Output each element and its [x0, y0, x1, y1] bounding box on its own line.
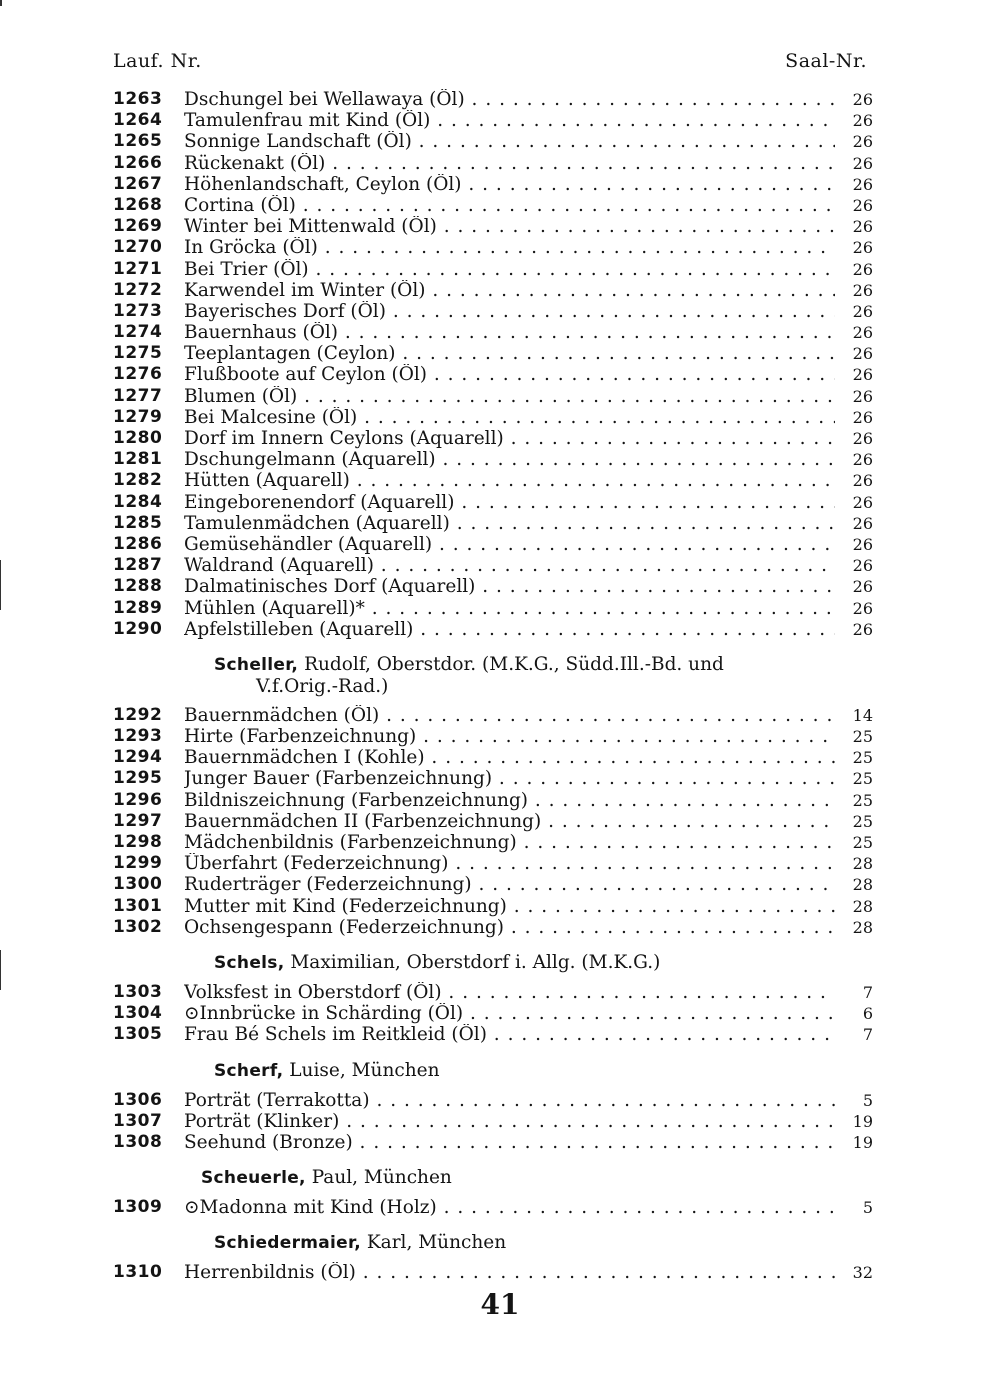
catalog-entry: [113, 174, 873, 195]
entry-title: Mädchenbildnis (Farbenzeichnung) . . .: [184, 832, 835, 853]
entry-number: 1270: [113, 237, 163, 258]
entry-title: Frau Bé Schels im Reitkleid (Öl) . . .: [184, 1024, 835, 1045]
entry-group-b: [113, 705, 873, 938]
entry-title: Dalmatinisches Dorf (Aquarell) . . .: [184, 576, 835, 597]
entry-number: 1282: [113, 470, 163, 491]
artist-detail: Rudolf, Oberstdor. (M.K.G., Südd.Ill.-Bd. und: [304, 653, 724, 675]
entry-number: 1302: [113, 916, 163, 937]
catalog-entry: [113, 386, 873, 407]
entry-title: Sonnige Landschaft (Öl) . . .: [184, 131, 835, 152]
entry-saal-number: 26: [852, 619, 873, 639]
entry-title: Teeplantagen (Ceylon) . . .: [184, 343, 835, 364]
entry-title: ⊙Madonna mit Kind (Holz) . . .: [184, 1197, 835, 1218]
catalog-entry: [113, 89, 873, 110]
entry-number: 1285: [113, 512, 163, 533]
entry-number: 1292: [113, 704, 163, 725]
entry-saal-number: 26: [852, 323, 873, 343]
entry-saal-number: 25: [852, 790, 873, 810]
entry-saal-number: 7: [862, 982, 873, 1002]
entry-title: Dschungelmann (Aquarell) . . .: [184, 449, 835, 470]
catalog-entry: [113, 598, 873, 619]
entry-number: 1304: [113, 1003, 163, 1024]
entry-number: 1293: [113, 726, 163, 747]
entry-number: 1297: [113, 810, 163, 831]
catalog-entry: [113, 1024, 873, 1045]
entry-saal-number: 26: [852, 195, 873, 215]
entry-title: Junger Bauer (Farbenzeichnung) . . .: [184, 768, 835, 789]
entry-number: 1294: [113, 747, 163, 768]
catalog-entry: [113, 705, 873, 726]
entry-number: 1265: [113, 131, 163, 152]
catalog-entry: [113, 110, 873, 131]
catalog-entry: [113, 832, 873, 853]
entry-title: Bauernmädchen (Öl) . . .: [184, 705, 835, 726]
catalog-entry: [113, 153, 873, 174]
entry-number: 1279: [113, 406, 163, 427]
entry-title: Porträt (Terrakotta) . . .: [184, 1090, 835, 1111]
entry-saal-number: 26: [852, 90, 873, 109]
entry-saal-number: 26: [852, 429, 873, 448]
artist-heading-scheuerle: [113, 1153, 873, 1197]
entry-saal-number: 26: [852, 238, 873, 258]
entry-saal-number: 25: [852, 811, 873, 831]
artist-heading-scherf: [113, 1046, 873, 1090]
entry-title: Bayerisches Dorf (Öl) . . .: [184, 301, 835, 322]
entry-number: 1296: [113, 789, 163, 810]
entry-number: 1308: [113, 1131, 163, 1152]
entry-title: In Gröcka (Öl) . . .: [184, 237, 835, 258]
entry-saal-number: 26: [852, 217, 873, 237]
entry-number: 1276: [113, 364, 163, 385]
catalog-entry: [113, 982, 873, 1003]
catalog-entry: [113, 917, 873, 938]
entry-saal-number: 19: [852, 1132, 873, 1152]
catalog-list: [113, 89, 873, 1283]
artist-name: Scherf,: [214, 1060, 284, 1081]
entry-saal-number: 26: [852, 132, 873, 152]
catalog-entry: [113, 492, 873, 513]
entry-saal-number: 7: [862, 1025, 873, 1045]
catalog-entry: [113, 874, 873, 895]
catalog-entry: [113, 790, 873, 811]
entry-title: Hütten (Aquarell) . . .: [184, 470, 835, 491]
entry-title: Mühlen (Aquarell)* . . .: [184, 598, 835, 619]
entry-saal-number: 26: [852, 598, 873, 618]
entry-number: 1280: [113, 428, 163, 448]
entry-saal-number: 5: [862, 1198, 873, 1218]
entry-title: Winter bei Mittenwald (Öl) . . .: [184, 216, 835, 237]
entry-number: 1269: [113, 216, 163, 237]
entry-saal-number: 26: [852, 280, 873, 300]
entry-title: Seehund (Bronze) . . .: [184, 1132, 835, 1153]
entry-title: Apfelstilleben (Aquarell) . . .: [184, 619, 835, 640]
entry-saal-number: 26: [852, 111, 873, 131]
catalog-entry: [113, 470, 873, 491]
entry-saal-number: 26: [852, 492, 873, 512]
entry-title: Tamulenmädchen (Aquarell) . . .: [184, 513, 835, 534]
entry-number: 1305: [113, 1024, 163, 1045]
entry-saal-number: 19: [852, 1111, 873, 1131]
catalog-entry: [113, 619, 873, 640]
entry-title: Herrenbildnis (Öl) . . .: [184, 1262, 835, 1283]
entry-number: 1273: [113, 300, 163, 321]
catalog-entry: [113, 1132, 873, 1153]
artist-name: Schels,: [214, 952, 285, 973]
entry-number: 1286: [113, 533, 163, 554]
entry-saal-number: 26: [852, 386, 873, 406]
entry-group-c: [113, 982, 873, 1046]
catalog-entry: [113, 726, 873, 747]
entry-saal-number: 26: [852, 365, 873, 385]
catalog-entry: [113, 1090, 873, 1111]
margin-mark: [0, 560, 1, 610]
entry-number: 1309: [113, 1197, 163, 1218]
entry-title: Porträt (Klinker) . . .: [184, 1111, 835, 1132]
artist-name: Scheller,: [214, 654, 299, 675]
entry-number: 1275: [113, 343, 163, 364]
entry-title: Bauernmädchen I (Kohle) . . .: [184, 747, 835, 768]
entry-group-a: [113, 89, 873, 640]
entry-number: 1281: [113, 449, 163, 470]
entry-saal-number: 26: [852, 407, 873, 427]
entry-number: 1306: [113, 1089, 163, 1110]
entry-title: Blumen (Öl) . . .: [184, 386, 835, 407]
entry-number: 1290: [113, 618, 163, 639]
entry-number: 1264: [113, 110, 163, 131]
entry-group-f: [113, 1262, 873, 1283]
entry-saal-number: 14: [852, 705, 873, 725]
entry-number: 1295: [113, 768, 163, 789]
entry-group-d: [113, 1090, 873, 1154]
entry-saal-number: 26: [852, 471, 873, 491]
entry-title: Eingeborenendorf (Aquarell) . . .: [184, 492, 835, 513]
catalog-entry: [113, 280, 873, 301]
entry-number: 1303: [113, 981, 163, 1002]
entry-title: Gemüsehändler (Aquarell) . . .: [184, 534, 835, 555]
entry-number: 1288: [113, 576, 163, 597]
catalog-entry: [113, 1262, 873, 1283]
catalog-entry: [113, 237, 873, 258]
entry-title: Ochsengespann (Federzeichnung) . . .: [184, 917, 835, 938]
entry-saal-number: 6: [862, 1004, 873, 1024]
entry-saal-number: 26: [852, 259, 873, 279]
artist-name: Schiedermaier,: [214, 1233, 361, 1254]
entry-saal-number: 26: [852, 301, 873, 321]
artist-note: V.f.Orig.-Rad.): [256, 675, 389, 697]
entry-title: Bauernhaus (Öl) . . .: [184, 322, 835, 343]
entry-title: Dorf im Innern Ceylons (Aquarell) . . .: [184, 428, 835, 449]
margin-mark: [0, 950, 1, 990]
artist-heading-scheller: [113, 640, 873, 705]
page-number: 41: [480, 1288, 520, 1321]
entry-saal-number: 26: [852, 174, 873, 194]
catalog-entry: [113, 407, 873, 428]
entry-saal-number: 28: [852, 854, 873, 874]
entry-title: Tamulenfrau mit Kind (Öl) . . .: [184, 110, 835, 131]
catalog-entry: [113, 301, 873, 322]
margin-mark: [0, 0, 2, 6]
entry-number: 1300: [113, 874, 163, 895]
entry-number: 1298: [113, 832, 163, 852]
catalog-entry: [113, 364, 873, 385]
entry-number: 1271: [113, 258, 163, 279]
catalog-entry: [113, 896, 873, 917]
entry-number: 1266: [113, 152, 163, 173]
entry-saal-number: 5: [862, 1090, 873, 1110]
artist-heading-schiedermaier: [113, 1218, 873, 1262]
entry-saal-number: 25: [852, 748, 873, 768]
catalog-entry: [113, 555, 873, 576]
entry-saal-number: 32: [852, 1263, 873, 1283]
entry-saal-number: 26: [852, 556, 873, 576]
artist-detail: Luise, München: [289, 1059, 440, 1081]
entry-title: Hirte (Farbenzeichnung) . . .: [184, 726, 835, 747]
entry-saal-number: 28: [852, 896, 873, 916]
entry-title: ⊙Innbrücke in Schärding (Öl) . . .: [184, 1003, 835, 1024]
entry-saal-number: 25: [852, 727, 873, 747]
entry-title: Höhenlandschaft, Ceylon (Öl) . . .: [184, 174, 835, 195]
catalog-entry: [113, 322, 873, 343]
entry-title: Bildniszeichnung (Farbenzeichnung) . . .: [184, 790, 835, 811]
entry-number: 1277: [113, 385, 163, 406]
entry-title: Rückenakt (Öl) . . .: [184, 153, 835, 174]
entry-title: Ruderträger (Federzeichnung) . . .: [184, 874, 835, 895]
entry-number: 1287: [113, 555, 163, 576]
header-lauf-nr: Lauf. Nr.: [113, 50, 202, 72]
artist-detail: Maximilian, Oberstdorf i. Allg. (M.K.G.): [290, 951, 661, 973]
artist-detail: Paul, München: [311, 1167, 452, 1189]
header-saal-nr: Saal-Nr.: [785, 50, 867, 72]
catalog-entry: [113, 1003, 873, 1024]
entry-title: Waldrand (Aquarell) . . .: [184, 555, 835, 576]
entry-title: Dschungel bei Wellawaya (Öl) . . .: [184, 89, 835, 110]
catalog-entry: [113, 534, 873, 555]
catalog-entry: [113, 1111, 873, 1132]
entry-number: 1272: [113, 279, 163, 300]
catalog-entry: [113, 131, 873, 152]
catalog-entry: [113, 449, 873, 470]
catalog-entry: [113, 747, 873, 768]
entry-number: 1289: [113, 597, 163, 618]
entry-saal-number: 28: [852, 875, 873, 895]
entry-title: Überfahrt (Federzeichnung) . . .: [184, 853, 835, 874]
catalog-entry: [113, 343, 873, 364]
entry-title: Karwendel im Winter (Öl) . . .: [184, 280, 835, 301]
artist-name: Scheuerle,: [201, 1168, 306, 1189]
catalog-entry: [113, 216, 873, 237]
entry-title: Volksfest in Oberstdorf (Öl) . . .: [184, 982, 835, 1003]
entry-title: Bei Malcesine (Öl) . . .: [184, 407, 835, 428]
entry-number: 1301: [113, 895, 163, 916]
entry-title: Mutter mit Kind (Federzeichnung) . . .: [184, 896, 835, 917]
entry-title: Cortina (Öl) . . .: [184, 195, 835, 216]
catalog-entry: [113, 195, 873, 216]
entry-number: 1284: [113, 491, 163, 512]
entry-saal-number: 26: [852, 450, 873, 470]
catalog-entry: [113, 811, 873, 832]
entry-saal-number: 26: [852, 153, 873, 173]
entry-saal-number: 26: [852, 513, 873, 533]
entry-number: 1274: [113, 322, 163, 343]
catalog-entry: [113, 513, 873, 534]
catalog-entry: [113, 576, 873, 597]
entry-saal-number: 25: [852, 833, 873, 852]
entry-number: 1267: [113, 173, 163, 194]
entry-title: Bauernmädchen II (Farbenzeichnung) . . .: [184, 811, 835, 832]
entry-number: 1263: [113, 89, 163, 109]
entry-saal-number: 25: [852, 769, 873, 789]
entry-number: 1310: [113, 1262, 163, 1283]
entry-saal-number: 28: [852, 917, 873, 937]
artist-heading-schels: [113, 938, 873, 982]
entry-title: Flußboote auf Ceylon (Öl) . . .: [184, 364, 835, 385]
entry-title: Bei Trier (Öl) . . .: [184, 259, 835, 280]
catalog-entry: [113, 259, 873, 280]
catalog-entry: [113, 428, 873, 449]
entry-number: 1299: [113, 853, 163, 874]
artist-detail: Karl, München: [366, 1232, 507, 1254]
entry-saal-number: 26: [852, 577, 873, 597]
catalog-entry: [113, 768, 873, 789]
catalog-entry: [113, 1197, 873, 1218]
entry-group-e: [113, 1197, 873, 1218]
entry-number: 1307: [113, 1110, 163, 1131]
catalog-entry: [113, 853, 873, 874]
entry-number: 1268: [113, 194, 163, 215]
entry-saal-number: 26: [852, 344, 873, 364]
entry-saal-number: 26: [852, 534, 873, 554]
